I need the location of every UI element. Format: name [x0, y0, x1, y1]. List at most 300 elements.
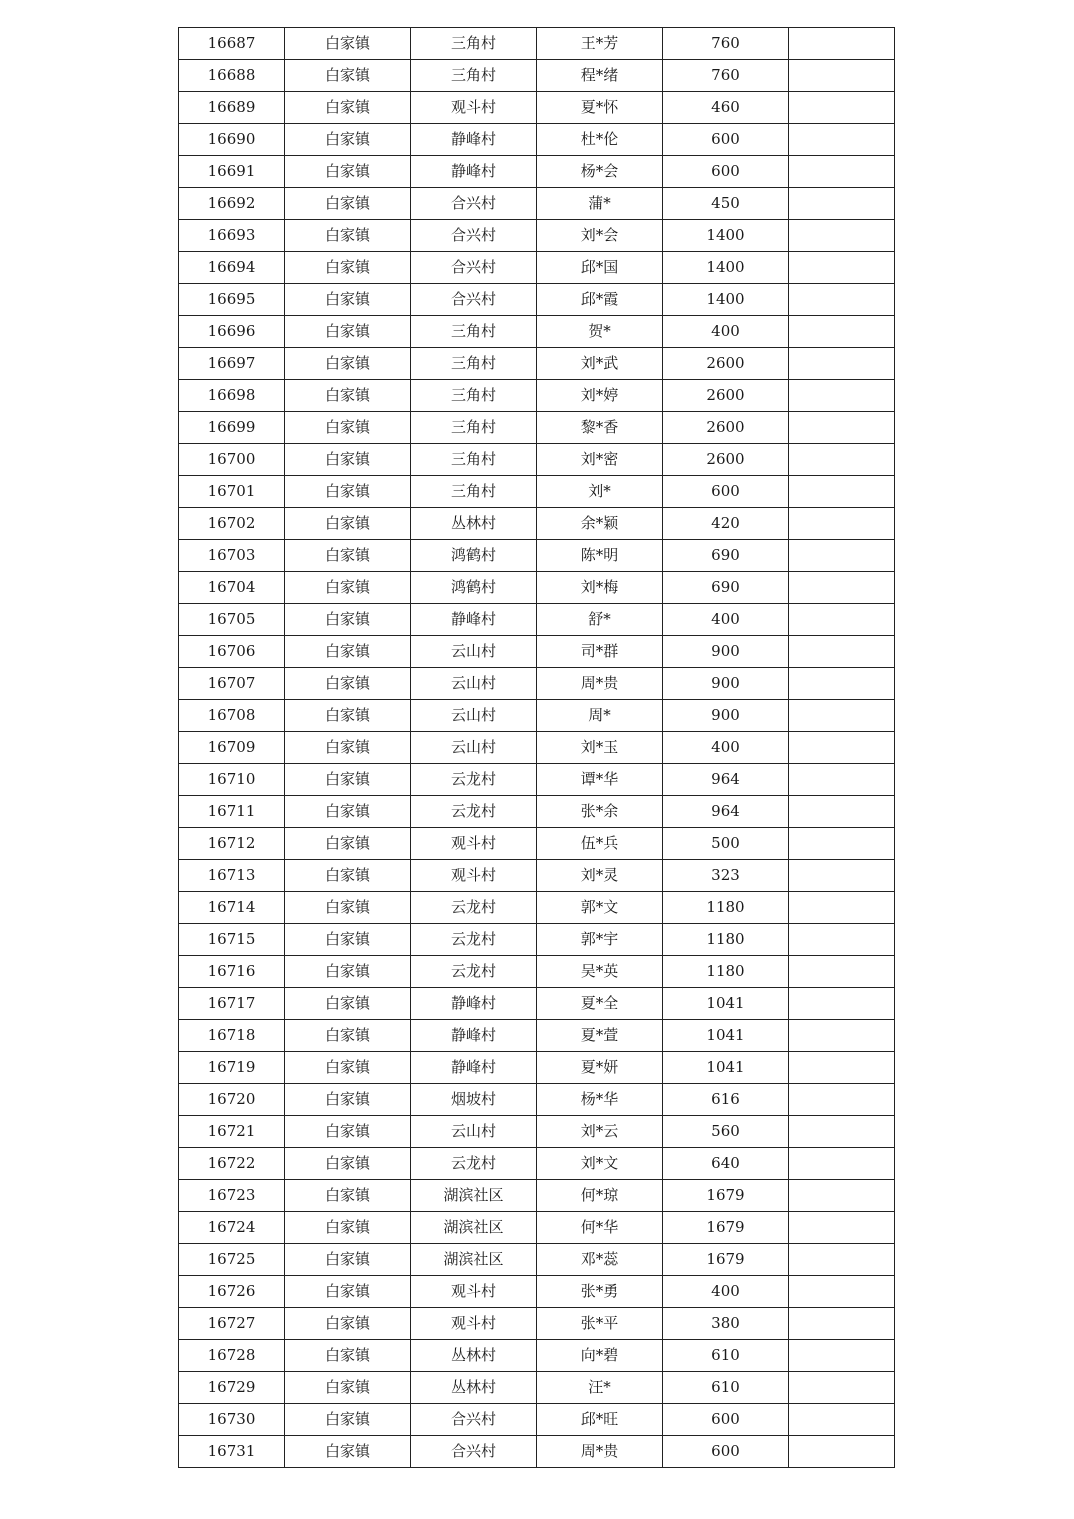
town-cell: 白家镇: [285, 508, 411, 540]
serial-number-cell: 16720: [179, 1084, 285, 1116]
village-cell: 三角村: [411, 28, 537, 60]
amount-cell: 1679: [663, 1212, 789, 1244]
town-cell: 白家镇: [285, 1308, 411, 1340]
name-cell: 周*贵: [537, 1436, 663, 1468]
serial-number-cell: 16725: [179, 1244, 285, 1276]
town-cell: 白家镇: [285, 156, 411, 188]
note-cell: [789, 284, 895, 316]
table-row: [179, 124, 895, 156]
serial-number-cell: 16693: [179, 220, 285, 252]
name-cell: 向*碧: [537, 1340, 663, 1372]
town-cell: 白家镇: [285, 956, 411, 988]
town-cell: 白家镇: [285, 124, 411, 156]
name-cell: 吴*英: [537, 956, 663, 988]
note-cell: [789, 860, 895, 892]
name-cell: 刘*梅: [537, 572, 663, 604]
town-cell: 白家镇: [285, 1212, 411, 1244]
note-cell: [789, 92, 895, 124]
amount-cell: 400: [663, 316, 789, 348]
table-row: [179, 1244, 895, 1276]
note-cell: [789, 1084, 895, 1116]
amount-cell: 1180: [663, 956, 789, 988]
table-row: [179, 1020, 895, 1052]
village-cell: 云龙村: [411, 1148, 537, 1180]
town-cell: 白家镇: [285, 316, 411, 348]
serial-number-cell: 16711: [179, 796, 285, 828]
name-cell: 蒲*: [537, 188, 663, 220]
name-cell: 黎*香: [537, 412, 663, 444]
name-cell: 刘*云: [537, 1116, 663, 1148]
town-cell: 白家镇: [285, 1436, 411, 1468]
table-row: [179, 1276, 895, 1308]
note-cell: [789, 572, 895, 604]
village-cell: 三角村: [411, 316, 537, 348]
note-cell: [789, 348, 895, 380]
name-cell: 周*贵: [537, 668, 663, 700]
town-cell: 白家镇: [285, 188, 411, 220]
village-cell: 丛林村: [411, 508, 537, 540]
town-cell: 白家镇: [285, 1052, 411, 1084]
name-cell: 邓*蕊: [537, 1244, 663, 1276]
village-cell: 三角村: [411, 60, 537, 92]
serial-number-cell: 16704: [179, 572, 285, 604]
note-cell: [789, 924, 895, 956]
amount-cell: 1041: [663, 1052, 789, 1084]
village-cell: 湖滨社区: [411, 1244, 537, 1276]
serial-number-cell: 16716: [179, 956, 285, 988]
village-cell: 合兴村: [411, 220, 537, 252]
village-cell: 三角村: [411, 444, 537, 476]
serial-number-cell: 16719: [179, 1052, 285, 1084]
note-cell: [789, 1436, 895, 1468]
amount-cell: 2600: [663, 444, 789, 476]
amount-cell: 400: [663, 732, 789, 764]
name-cell: 夏*萱: [537, 1020, 663, 1052]
amount-cell: 900: [663, 668, 789, 700]
table-row: [179, 1052, 895, 1084]
village-cell: 云龙村: [411, 892, 537, 924]
village-cell: 观斗村: [411, 860, 537, 892]
amount-cell: 420: [663, 508, 789, 540]
note-cell: [789, 1052, 895, 1084]
serial-number-cell: 16700: [179, 444, 285, 476]
village-cell: 云山村: [411, 636, 537, 668]
note-cell: [789, 28, 895, 60]
table-row: [179, 156, 895, 188]
amount-cell: 380: [663, 1308, 789, 1340]
note-cell: [789, 540, 895, 572]
table-row: [179, 700, 895, 732]
name-cell: 邱*霞: [537, 284, 663, 316]
name-cell: 刘*密: [537, 444, 663, 476]
note-cell: [789, 956, 895, 988]
serial-number-cell: 16723: [179, 1180, 285, 1212]
table-row: [179, 668, 895, 700]
serial-number-cell: 16712: [179, 828, 285, 860]
amount-cell: 560: [663, 1116, 789, 1148]
note-cell: [789, 1020, 895, 1052]
table-row: [179, 380, 895, 412]
town-cell: 白家镇: [285, 764, 411, 796]
table-row: [179, 956, 895, 988]
village-cell: 云山村: [411, 1116, 537, 1148]
village-cell: 三角村: [411, 348, 537, 380]
amount-cell: 460: [663, 92, 789, 124]
amount-cell: 1400: [663, 220, 789, 252]
village-cell: 云山村: [411, 668, 537, 700]
town-cell: 白家镇: [285, 1372, 411, 1404]
town-cell: 白家镇: [285, 1084, 411, 1116]
village-cell: 静峰村: [411, 1020, 537, 1052]
serial-number-cell: 16713: [179, 860, 285, 892]
name-cell: 杨*会: [537, 156, 663, 188]
table-row: [179, 1148, 895, 1180]
amount-cell: 400: [663, 604, 789, 636]
town-cell: 白家镇: [285, 988, 411, 1020]
serial-number-cell: 16695: [179, 284, 285, 316]
serial-number-cell: 16728: [179, 1340, 285, 1372]
note-cell: [789, 700, 895, 732]
table-row: [179, 1084, 895, 1116]
town-cell: 白家镇: [285, 828, 411, 860]
table-row: [179, 540, 895, 572]
table-row: [179, 316, 895, 348]
amount-cell: 500: [663, 828, 789, 860]
village-cell: 观斗村: [411, 1308, 537, 1340]
serial-number-cell: 16718: [179, 1020, 285, 1052]
amount-cell: 900: [663, 700, 789, 732]
amount-cell: 2600: [663, 348, 789, 380]
amount-cell: 610: [663, 1340, 789, 1372]
serial-number-cell: 16687: [179, 28, 285, 60]
note-cell: [789, 508, 895, 540]
note-cell: [789, 636, 895, 668]
table-row: [179, 348, 895, 380]
village-cell: 合兴村: [411, 252, 537, 284]
table-row: [179, 444, 895, 476]
serial-number-cell: 16702: [179, 508, 285, 540]
village-cell: 三角村: [411, 412, 537, 444]
note-cell: [789, 60, 895, 92]
serial-number-cell: 16690: [179, 124, 285, 156]
table-row: [179, 476, 895, 508]
table-row: [179, 1436, 895, 1468]
table-row: [179, 28, 895, 60]
name-cell: 夏*怀: [537, 92, 663, 124]
note-cell: [789, 1340, 895, 1372]
name-cell: 邱*旺: [537, 1404, 663, 1436]
village-cell: 观斗村: [411, 92, 537, 124]
name-cell: 张*余: [537, 796, 663, 828]
serial-number-cell: 16696: [179, 316, 285, 348]
note-cell: [789, 828, 895, 860]
note-cell: [789, 156, 895, 188]
table-body: [179, 28, 895, 1468]
name-cell: 刘*: [537, 476, 663, 508]
serial-number-cell: 16714: [179, 892, 285, 924]
serial-number-cell: 16699: [179, 412, 285, 444]
village-cell: 合兴村: [411, 284, 537, 316]
village-cell: 云龙村: [411, 924, 537, 956]
amount-cell: 1041: [663, 988, 789, 1020]
amount-cell: 600: [663, 124, 789, 156]
name-cell: 刘*玉: [537, 732, 663, 764]
note-cell: [789, 1404, 895, 1436]
serial-number-cell: 16710: [179, 764, 285, 796]
serial-number-cell: 16724: [179, 1212, 285, 1244]
name-cell: 陈*明: [537, 540, 663, 572]
table-row: [179, 252, 895, 284]
amount-cell: 640: [663, 1148, 789, 1180]
table-row: [179, 988, 895, 1020]
name-cell: 汪*: [537, 1372, 663, 1404]
village-cell: 烟坡村: [411, 1084, 537, 1116]
note-cell: [789, 1212, 895, 1244]
amount-cell: 760: [663, 28, 789, 60]
town-cell: 白家镇: [285, 60, 411, 92]
village-cell: 三角村: [411, 380, 537, 412]
amount-cell: 600: [663, 156, 789, 188]
amount-cell: 1180: [663, 892, 789, 924]
amount-cell: 450: [663, 188, 789, 220]
town-cell: 白家镇: [285, 380, 411, 412]
table-row: [179, 188, 895, 220]
village-cell: 静峰村: [411, 124, 537, 156]
amount-cell: 323: [663, 860, 789, 892]
amount-cell: 616: [663, 1084, 789, 1116]
amount-cell: 600: [663, 1404, 789, 1436]
amount-cell: 900: [663, 636, 789, 668]
town-cell: 白家镇: [285, 924, 411, 956]
name-cell: 郭*文: [537, 892, 663, 924]
amount-cell: 2600: [663, 412, 789, 444]
name-cell: 刘*武: [537, 348, 663, 380]
town-cell: 白家镇: [285, 284, 411, 316]
name-cell: 王*芳: [537, 28, 663, 60]
town-cell: 白家镇: [285, 348, 411, 380]
table-row: [179, 796, 895, 828]
name-cell: 余*颖: [537, 508, 663, 540]
town-cell: 白家镇: [285, 1020, 411, 1052]
town-cell: 白家镇: [285, 1404, 411, 1436]
village-cell: 云龙村: [411, 956, 537, 988]
note-cell: [789, 732, 895, 764]
town-cell: 白家镇: [285, 412, 411, 444]
serial-number-cell: 16715: [179, 924, 285, 956]
village-cell: 静峰村: [411, 156, 537, 188]
village-cell: 静峰村: [411, 604, 537, 636]
table-row: [179, 220, 895, 252]
town-cell: 白家镇: [285, 1116, 411, 1148]
amount-cell: 1041: [663, 1020, 789, 1052]
data-table: [178, 27, 895, 1468]
amount-cell: 964: [663, 764, 789, 796]
serial-number-cell: 16722: [179, 1148, 285, 1180]
name-cell: 刘*婷: [537, 380, 663, 412]
amount-cell: 1679: [663, 1244, 789, 1276]
table-row: [179, 636, 895, 668]
name-cell: 程*绪: [537, 60, 663, 92]
amount-cell: 2600: [663, 380, 789, 412]
town-cell: 白家镇: [285, 1244, 411, 1276]
serial-number-cell: 16707: [179, 668, 285, 700]
name-cell: 何*琼: [537, 1180, 663, 1212]
note-cell: [789, 1308, 895, 1340]
amount-cell: 600: [663, 1436, 789, 1468]
village-cell: 三角村: [411, 476, 537, 508]
note-cell: [789, 188, 895, 220]
table-row: [179, 92, 895, 124]
town-cell: 白家镇: [285, 1180, 411, 1212]
village-cell: 合兴村: [411, 1436, 537, 1468]
table-row: [179, 764, 895, 796]
name-cell: 郭*宇: [537, 924, 663, 956]
town-cell: 白家镇: [285, 540, 411, 572]
name-cell: 周*: [537, 700, 663, 732]
town-cell: 白家镇: [285, 860, 411, 892]
amount-cell: 400: [663, 1276, 789, 1308]
name-cell: 舒*: [537, 604, 663, 636]
note-cell: [789, 316, 895, 348]
name-cell: 刘*文: [537, 1148, 663, 1180]
town-cell: 白家镇: [285, 220, 411, 252]
note-cell: [789, 412, 895, 444]
village-cell: 静峰村: [411, 988, 537, 1020]
table-row: [179, 572, 895, 604]
serial-number-cell: 16688: [179, 60, 285, 92]
serial-number-cell: 16689: [179, 92, 285, 124]
note-cell: [789, 380, 895, 412]
town-cell: 白家镇: [285, 1148, 411, 1180]
serial-number-cell: 16731: [179, 1436, 285, 1468]
note-cell: [789, 988, 895, 1020]
village-cell: 静峰村: [411, 1052, 537, 1084]
town-cell: 白家镇: [285, 476, 411, 508]
note-cell: [789, 604, 895, 636]
note-cell: [789, 252, 895, 284]
village-cell: 丛林村: [411, 1372, 537, 1404]
town-cell: 白家镇: [285, 636, 411, 668]
note-cell: [789, 1276, 895, 1308]
amount-cell: 1679: [663, 1180, 789, 1212]
town-cell: 白家镇: [285, 1276, 411, 1308]
village-cell: 观斗村: [411, 1276, 537, 1308]
amount-cell: 1400: [663, 284, 789, 316]
town-cell: 白家镇: [285, 572, 411, 604]
amount-cell: 600: [663, 476, 789, 508]
serial-number-cell: 16709: [179, 732, 285, 764]
amount-cell: 610: [663, 1372, 789, 1404]
table-row: [179, 412, 895, 444]
town-cell: 白家镇: [285, 796, 411, 828]
village-cell: 鸿鹤村: [411, 572, 537, 604]
table-row: [179, 60, 895, 92]
serial-number-cell: 16705: [179, 604, 285, 636]
town-cell: 白家镇: [285, 444, 411, 476]
name-cell: 张*勇: [537, 1276, 663, 1308]
village-cell: 丛林村: [411, 1340, 537, 1372]
note-cell: [789, 1148, 895, 1180]
note-cell: [789, 668, 895, 700]
note-cell: [789, 476, 895, 508]
serial-number-cell: 16727: [179, 1308, 285, 1340]
town-cell: 白家镇: [285, 700, 411, 732]
table-row: [179, 1116, 895, 1148]
table-row: [179, 284, 895, 316]
note-cell: [789, 764, 895, 796]
village-cell: 湖滨社区: [411, 1180, 537, 1212]
village-cell: 合兴村: [411, 188, 537, 220]
table-row: [179, 1372, 895, 1404]
note-cell: [789, 1180, 895, 1212]
serial-number-cell: 16706: [179, 636, 285, 668]
serial-number-cell: 16721: [179, 1116, 285, 1148]
note-cell: [789, 1372, 895, 1404]
amount-cell: 690: [663, 540, 789, 572]
table-row: [179, 1340, 895, 1372]
village-cell: 云龙村: [411, 764, 537, 796]
note-cell: [789, 892, 895, 924]
serial-number-cell: 16703: [179, 540, 285, 572]
table-row: [179, 892, 895, 924]
town-cell: 白家镇: [285, 1340, 411, 1372]
table-row: [179, 1180, 895, 1212]
town-cell: 白家镇: [285, 892, 411, 924]
town-cell: 白家镇: [285, 252, 411, 284]
village-cell: 云山村: [411, 732, 537, 764]
town-cell: 白家镇: [285, 92, 411, 124]
table-row: [179, 924, 895, 956]
village-cell: 合兴村: [411, 1404, 537, 1436]
serial-number-cell: 16691: [179, 156, 285, 188]
amount-cell: 690: [663, 572, 789, 604]
serial-number-cell: 16717: [179, 988, 285, 1020]
amount-cell: 964: [663, 796, 789, 828]
note-cell: [789, 1244, 895, 1276]
table-row: [179, 508, 895, 540]
serial-number-cell: 16697: [179, 348, 285, 380]
note-cell: [789, 1116, 895, 1148]
note-cell: [789, 796, 895, 828]
name-cell: 杜*伦: [537, 124, 663, 156]
name-cell: 刘*灵: [537, 860, 663, 892]
name-cell: 谭*华: [537, 764, 663, 796]
table-row: [179, 860, 895, 892]
name-cell: 刘*会: [537, 220, 663, 252]
amount-cell: 1180: [663, 924, 789, 956]
serial-number-cell: 16701: [179, 476, 285, 508]
name-cell: 张*平: [537, 1308, 663, 1340]
name-cell: 邱*国: [537, 252, 663, 284]
town-cell: 白家镇: [285, 732, 411, 764]
name-cell: 司*群: [537, 636, 663, 668]
village-cell: 观斗村: [411, 828, 537, 860]
serial-number-cell: 16708: [179, 700, 285, 732]
name-cell: 夏*全: [537, 988, 663, 1020]
table-row: [179, 1212, 895, 1244]
amount-cell: 760: [663, 60, 789, 92]
town-cell: 白家镇: [285, 668, 411, 700]
serial-number-cell: 16698: [179, 380, 285, 412]
amount-cell: 1400: [663, 252, 789, 284]
village-cell: 云龙村: [411, 796, 537, 828]
table-row: [179, 604, 895, 636]
serial-number-cell: 16694: [179, 252, 285, 284]
serial-number-cell: 16692: [179, 188, 285, 220]
serial-number-cell: 16726: [179, 1276, 285, 1308]
name-cell: 杨*华: [537, 1084, 663, 1116]
village-cell: 湖滨社区: [411, 1212, 537, 1244]
